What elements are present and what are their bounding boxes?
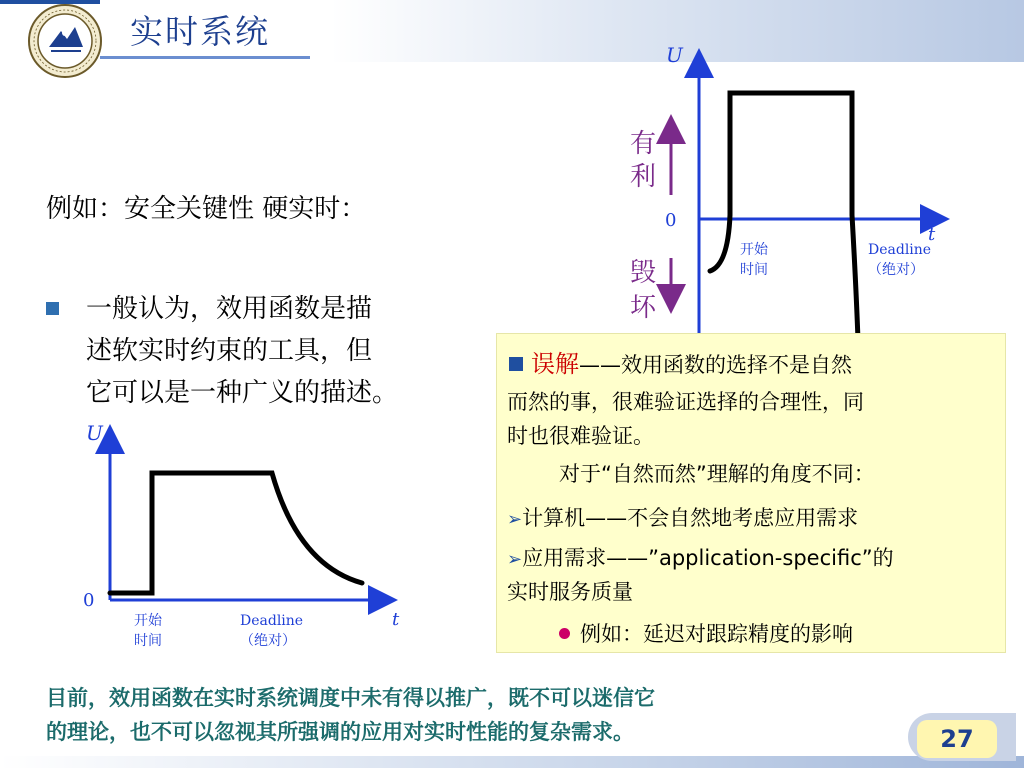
arrow-bullet-icon: ➢ bbox=[507, 549, 523, 570]
misconception-label: 误解 bbox=[531, 350, 579, 378]
start-time-label: 开始 bbox=[134, 613, 162, 629]
slide-title: 实时系统 bbox=[130, 12, 270, 51]
deadline-label: Deadline bbox=[240, 613, 304, 629]
note-item: ➢计算机——不会自然地考虑应用需求 bbox=[507, 506, 859, 530]
benefit-label-char: 有 bbox=[630, 129, 657, 159]
university-seal-logo bbox=[27, 3, 103, 79]
x-axis-label: t bbox=[928, 224, 936, 245]
bullet-line: 述软实时约束的工具，但 bbox=[86, 336, 373, 366]
bottom-band bbox=[0, 756, 1024, 768]
start-time-label: 时间 bbox=[740, 262, 768, 278]
footer-line: 目前，效用函数在实时系统调度中未有得以推广，既不可以迷信它 bbox=[46, 685, 655, 710]
dot-bullet-icon bbox=[559, 628, 570, 639]
page-number: 27 bbox=[917, 720, 997, 758]
title-underline bbox=[100, 56, 310, 59]
utility-chart-hard bbox=[620, 40, 950, 340]
footer-conclusion bbox=[46, 681, 655, 749]
note-line: 时也很难验证。 bbox=[507, 424, 654, 448]
zero-label: 0 bbox=[665, 210, 677, 231]
note-heading bbox=[509, 344, 852, 379]
arrow-bullet-icon: ➢ bbox=[507, 509, 523, 530]
y-axis-label: U bbox=[666, 43, 683, 67]
zero-label: 0 bbox=[83, 590, 95, 611]
footer-line: 的理论，也不可以忽视其所强调的应用对实时性能的复杂需求。 bbox=[46, 719, 634, 744]
note-square-icon bbox=[509, 357, 523, 371]
utility-curve bbox=[710, 93, 858, 340]
benefit-label-char: 利 bbox=[630, 162, 657, 192]
note-example: 例如：延迟对跟踪精度的影响 bbox=[559, 618, 853, 648]
note-line: 实时服务质量 bbox=[507, 580, 633, 604]
start-time-label: 开始 bbox=[740, 242, 768, 258]
note-heading-text: ——效用函数的选择不是自然 bbox=[579, 353, 852, 377]
intro-text: 例如：安全关键性 硬实时： bbox=[46, 194, 367, 224]
note-item: ➢应用需求——”application-specific”的 bbox=[507, 546, 894, 570]
bullet-line: 它可以是一种广义的描述。 bbox=[86, 378, 399, 408]
bullet-line: 一般认为，效用函数是描 bbox=[86, 294, 373, 324]
harm-label-char: 坏 bbox=[630, 293, 657, 323]
harm-label-char: 毁 bbox=[630, 258, 657, 288]
deadline-label: Deadline bbox=[868, 242, 932, 258]
x-axis-label: t bbox=[392, 609, 400, 630]
start-time-label: 时间 bbox=[134, 633, 162, 649]
deadline-label: （绝对） bbox=[868, 262, 924, 278]
note-line: 而然的事，很难验证选择的合理性，同 bbox=[507, 390, 864, 414]
utility-chart-soft bbox=[80, 420, 410, 655]
bullet-square-icon bbox=[46, 302, 59, 315]
deadline-label: （绝对） bbox=[240, 633, 296, 649]
bullet-text bbox=[86, 288, 496, 414]
misconception-note-box bbox=[496, 333, 1006, 653]
utility-curve bbox=[110, 473, 362, 593]
note-line: 对于“自然而然”理解的角度不同： bbox=[559, 462, 875, 486]
y-axis-label: U bbox=[86, 421, 103, 445]
